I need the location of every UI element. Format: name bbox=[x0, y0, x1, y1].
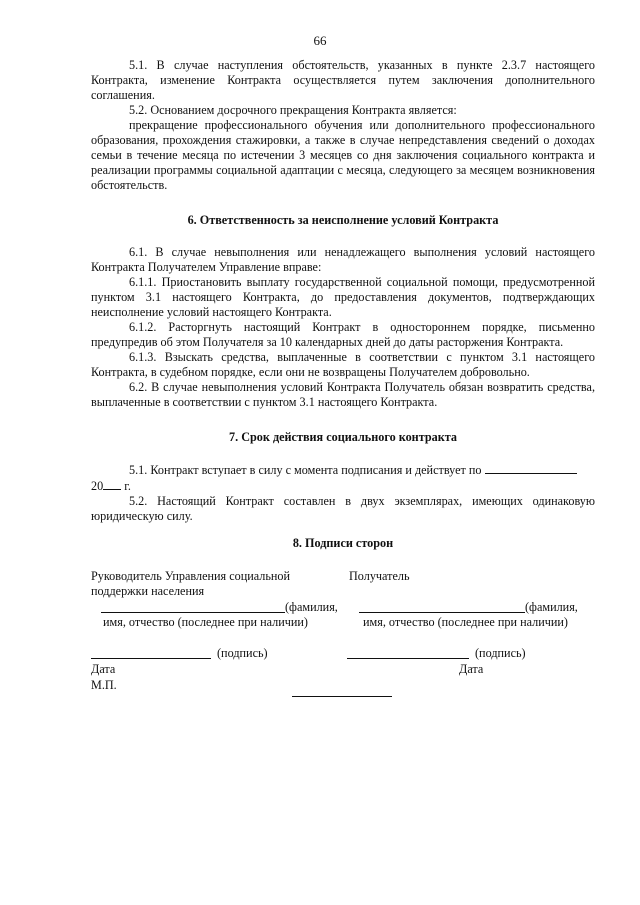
section-7-heading: 7. Срок действия социального контракта bbox=[229, 430, 457, 444]
end-date-blank[interactable] bbox=[485, 462, 577, 474]
clause-6-1: 6.1. В случае невыполнения или ненадлежащего выполнения условий настоящего Контракта Получателем Управление вправе: bbox=[91, 245, 595, 274]
right-signature-label: (подпись) bbox=[475, 646, 526, 660]
clause-5-2: 5.2. Основанием досрочного прекращения Контракта является: bbox=[129, 103, 457, 117]
right-date-label: Дата bbox=[459, 662, 484, 676]
section-8-heading: 8. Подписи сторон bbox=[292, 536, 394, 550]
right-fio-suffix: (фамилия, bbox=[525, 600, 578, 614]
clause-6-1-1: 6.1.1. Приостановить выплату государственной социальной помощи, предусмотренной пунктом 3.1 настоящего Контракта, до предоставления документов, подтверждающих неисполнение условий настоящего Контракта. bbox=[91, 275, 595, 319]
left-fio-caption: имя, отчество (последнее при наличии) bbox=[103, 615, 308, 629]
clause-7-1-text: 5.1. Контракт вступает в силу с момента подписания и действует по bbox=[129, 463, 482, 477]
left-signature-label: (подпись) bbox=[217, 646, 268, 660]
footer-divider bbox=[292, 696, 392, 697]
clause-5-1: 5.1. В случае наступления обстоятельств, указанных в пункте 2.3.7 настоящего Контракта, изменение Контракта осуществляется путем заключения дополнительного соглашения. bbox=[91, 58, 595, 102]
clause-6-2: 6.2. В случае невыполнения условий Контракта Получатель обязан возвратить средства, выплаченные в соответствии с пунктом 3.1 настоящего Контракта. bbox=[91, 380, 595, 409]
right-signature-line[interactable] bbox=[347, 658, 469, 659]
page-number: 66 bbox=[313, 33, 327, 48]
year-blank[interactable] bbox=[103, 478, 121, 490]
right-fio-caption: имя, отчество (последнее при наличии) bbox=[363, 615, 568, 629]
left-signature-line[interactable] bbox=[91, 658, 211, 659]
clause-7-1 bbox=[91, 462, 595, 494]
stamp-place-label: М.П. bbox=[91, 678, 117, 692]
section-6-heading: 6. Ответственность за неисполнение условий Контракта bbox=[187, 213, 499, 227]
left-signatory-title-1: Руководитель Управления социальной bbox=[91, 569, 291, 583]
right-signatory-title: Получатель bbox=[349, 569, 410, 583]
clause-6-1-3: 6.1.3. Взыскать средства, выплаченные в соответствии с пунктом 3.1 настоящего Контракта, в судебном порядке, если они не возвращены Получателем добровольно. bbox=[91, 350, 595, 379]
left-date-label: Дата bbox=[91, 662, 116, 676]
year-suffix: г. bbox=[124, 479, 131, 493]
document-body bbox=[91, 58, 595, 692]
signatures-block bbox=[91, 569, 595, 692]
clause-6-1-2: 6.1.2. Расторгнуть настоящий Контракт в одностороннем порядке, письменно предупредив об этом Получателя за 10 календарных дней до даты расторжения Контракта. bbox=[91, 320, 595, 349]
left-fio-suffix: (фамилия, bbox=[285, 600, 338, 614]
right-fio-line[interactable] bbox=[359, 612, 525, 613]
clause-7-2: 5.2. Настоящий Контракт составлен в двух экземплярах, имеющих одинаковую юридическую силу. bbox=[91, 494, 595, 523]
left-signatory-title-2: поддержки населения bbox=[91, 584, 205, 598]
year-prefix: 20 bbox=[91, 479, 104, 493]
left-fio-line[interactable] bbox=[101, 612, 285, 613]
clause-5-2-text: прекращение профессионального обучения или дополнительного профессионального образования, прохождения стажировки, а также в случае непредставления сведений о доходах семьи в течение месяца по истечении 3 месяцев со дня заключения социального контракта и реализации программы социальной адаптации с месяца, следующего за месяцем возникновения обстоятельств. bbox=[91, 118, 595, 192]
